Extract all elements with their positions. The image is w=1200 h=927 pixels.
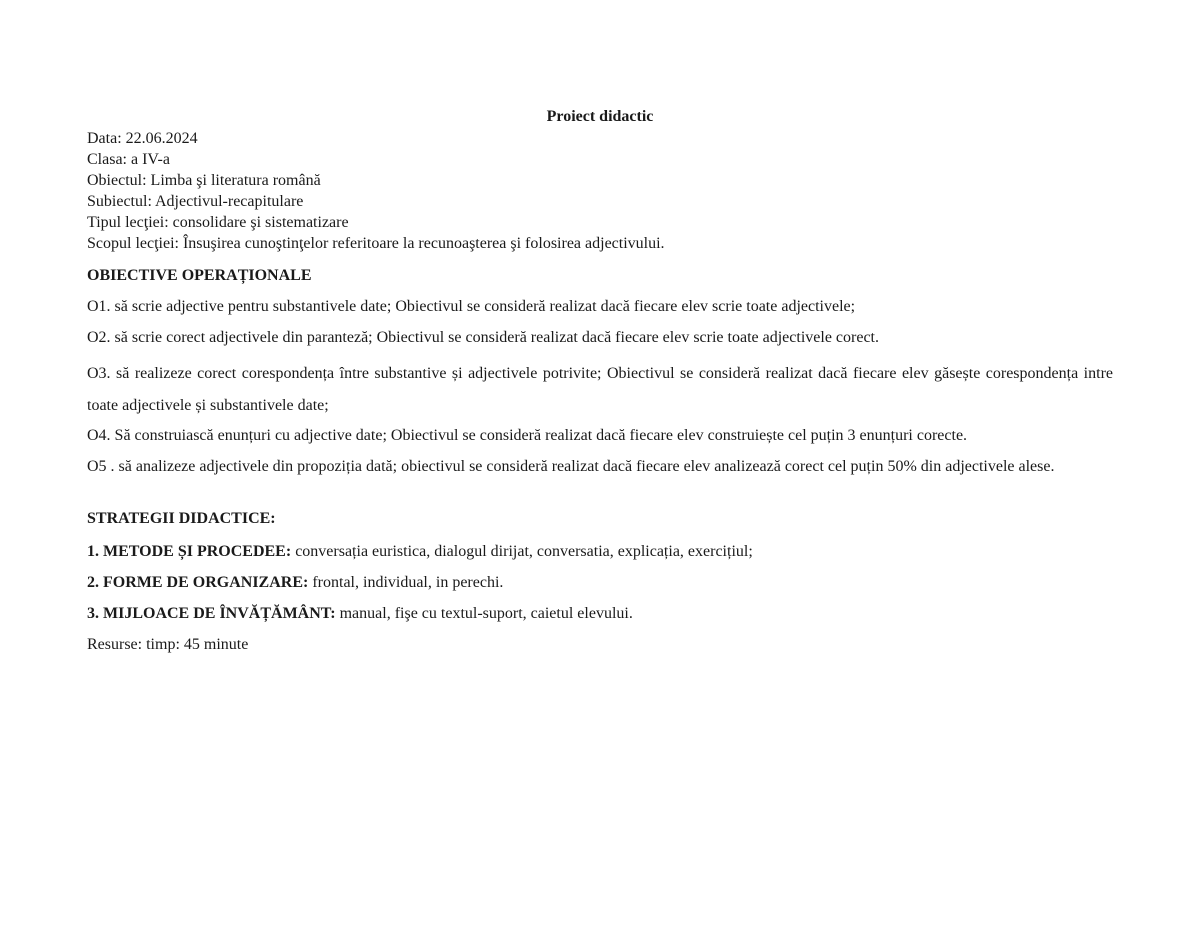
document-page [87,106,1113,655]
objective-item: O5 . să analizeze adjectivele din propoziția dată; obiectivul se consideră realizat dacă fiecare elev analizează corect cel puțin 50% din adjectivele alese. [87,458,1055,475]
strategy-label: 3. MIJLOACE DE ÎNVĂȚĂMÂNT: [87,605,336,622]
strategy-label: 1. METODE ȘI PROCEDEE: [87,543,292,560]
lesson-metadata [87,128,1113,254]
objective-item: O1. să scrie adjective pentru substantivele date; Obiectivul se consideră realizat dacă fiecare elev scrie toate adjectivele; [87,298,856,315]
document-title: Proiect didactic [546,108,654,125]
objective-item: O2. să scrie corect adjectivele din paranteză; Obiectivul se consideră realizat dacă fiecare elev scrie toate adjectivele corect. [87,329,879,346]
meta-class: Clasa: a IV-a [87,151,170,168]
strategies-section [87,508,1113,655]
strategy-label: 2. FORME DE ORGANIZARE: [87,574,309,591]
meta-topic: Subiectul: Adjectivul-recapitulare [87,193,304,210]
meta-lesson-type: Tipul lecţiei: consolidare şi sistematizare [87,214,349,231]
resources-line: Resurse: timp: 45 minute [87,636,249,653]
strategy-text: conversația euristica, dialogul dirijat, conversatia, explicația, exercițiul; [291,543,753,560]
strategies-heading: STRATEGII DIDACTICE: [87,510,276,527]
objectives-section [87,265,1113,477]
objectives-heading: OBIECTIVE OPERAȚIONALE [87,267,312,284]
strategy-item [87,541,1113,562]
meta-lesson-goal: Scopul lecţiei: Însuşirea cunoştinţelor referitoare la recunoaşterea şi folosirea adjectivului. [87,235,665,252]
meta-date: Data: 22.06.2024 [87,130,198,147]
objective-item: O3. să realizeze corect corespondența între substantive și adjectivele potrivite; Obiectivul se consideră realizat dacă fiecare elev găsește corespondența intre toate adjectivele și substantivele date; [87,365,1113,414]
strategy-item [87,603,1113,624]
meta-subject-area: Obiectul: Limba şi literatura română [87,172,321,189]
strategy-item [87,572,1113,593]
strategy-text: manual, fişe cu textul-suport, caietul elevului. [335,605,633,622]
strategy-text: frontal, individual, in perechi. [308,574,504,591]
objective-item: O4. Să construiască enunțuri cu adjective date; Obiectivul se consideră realizat dacă fiecare elev construiește cel puțin 3 enunțuri corecte. [87,427,968,444]
